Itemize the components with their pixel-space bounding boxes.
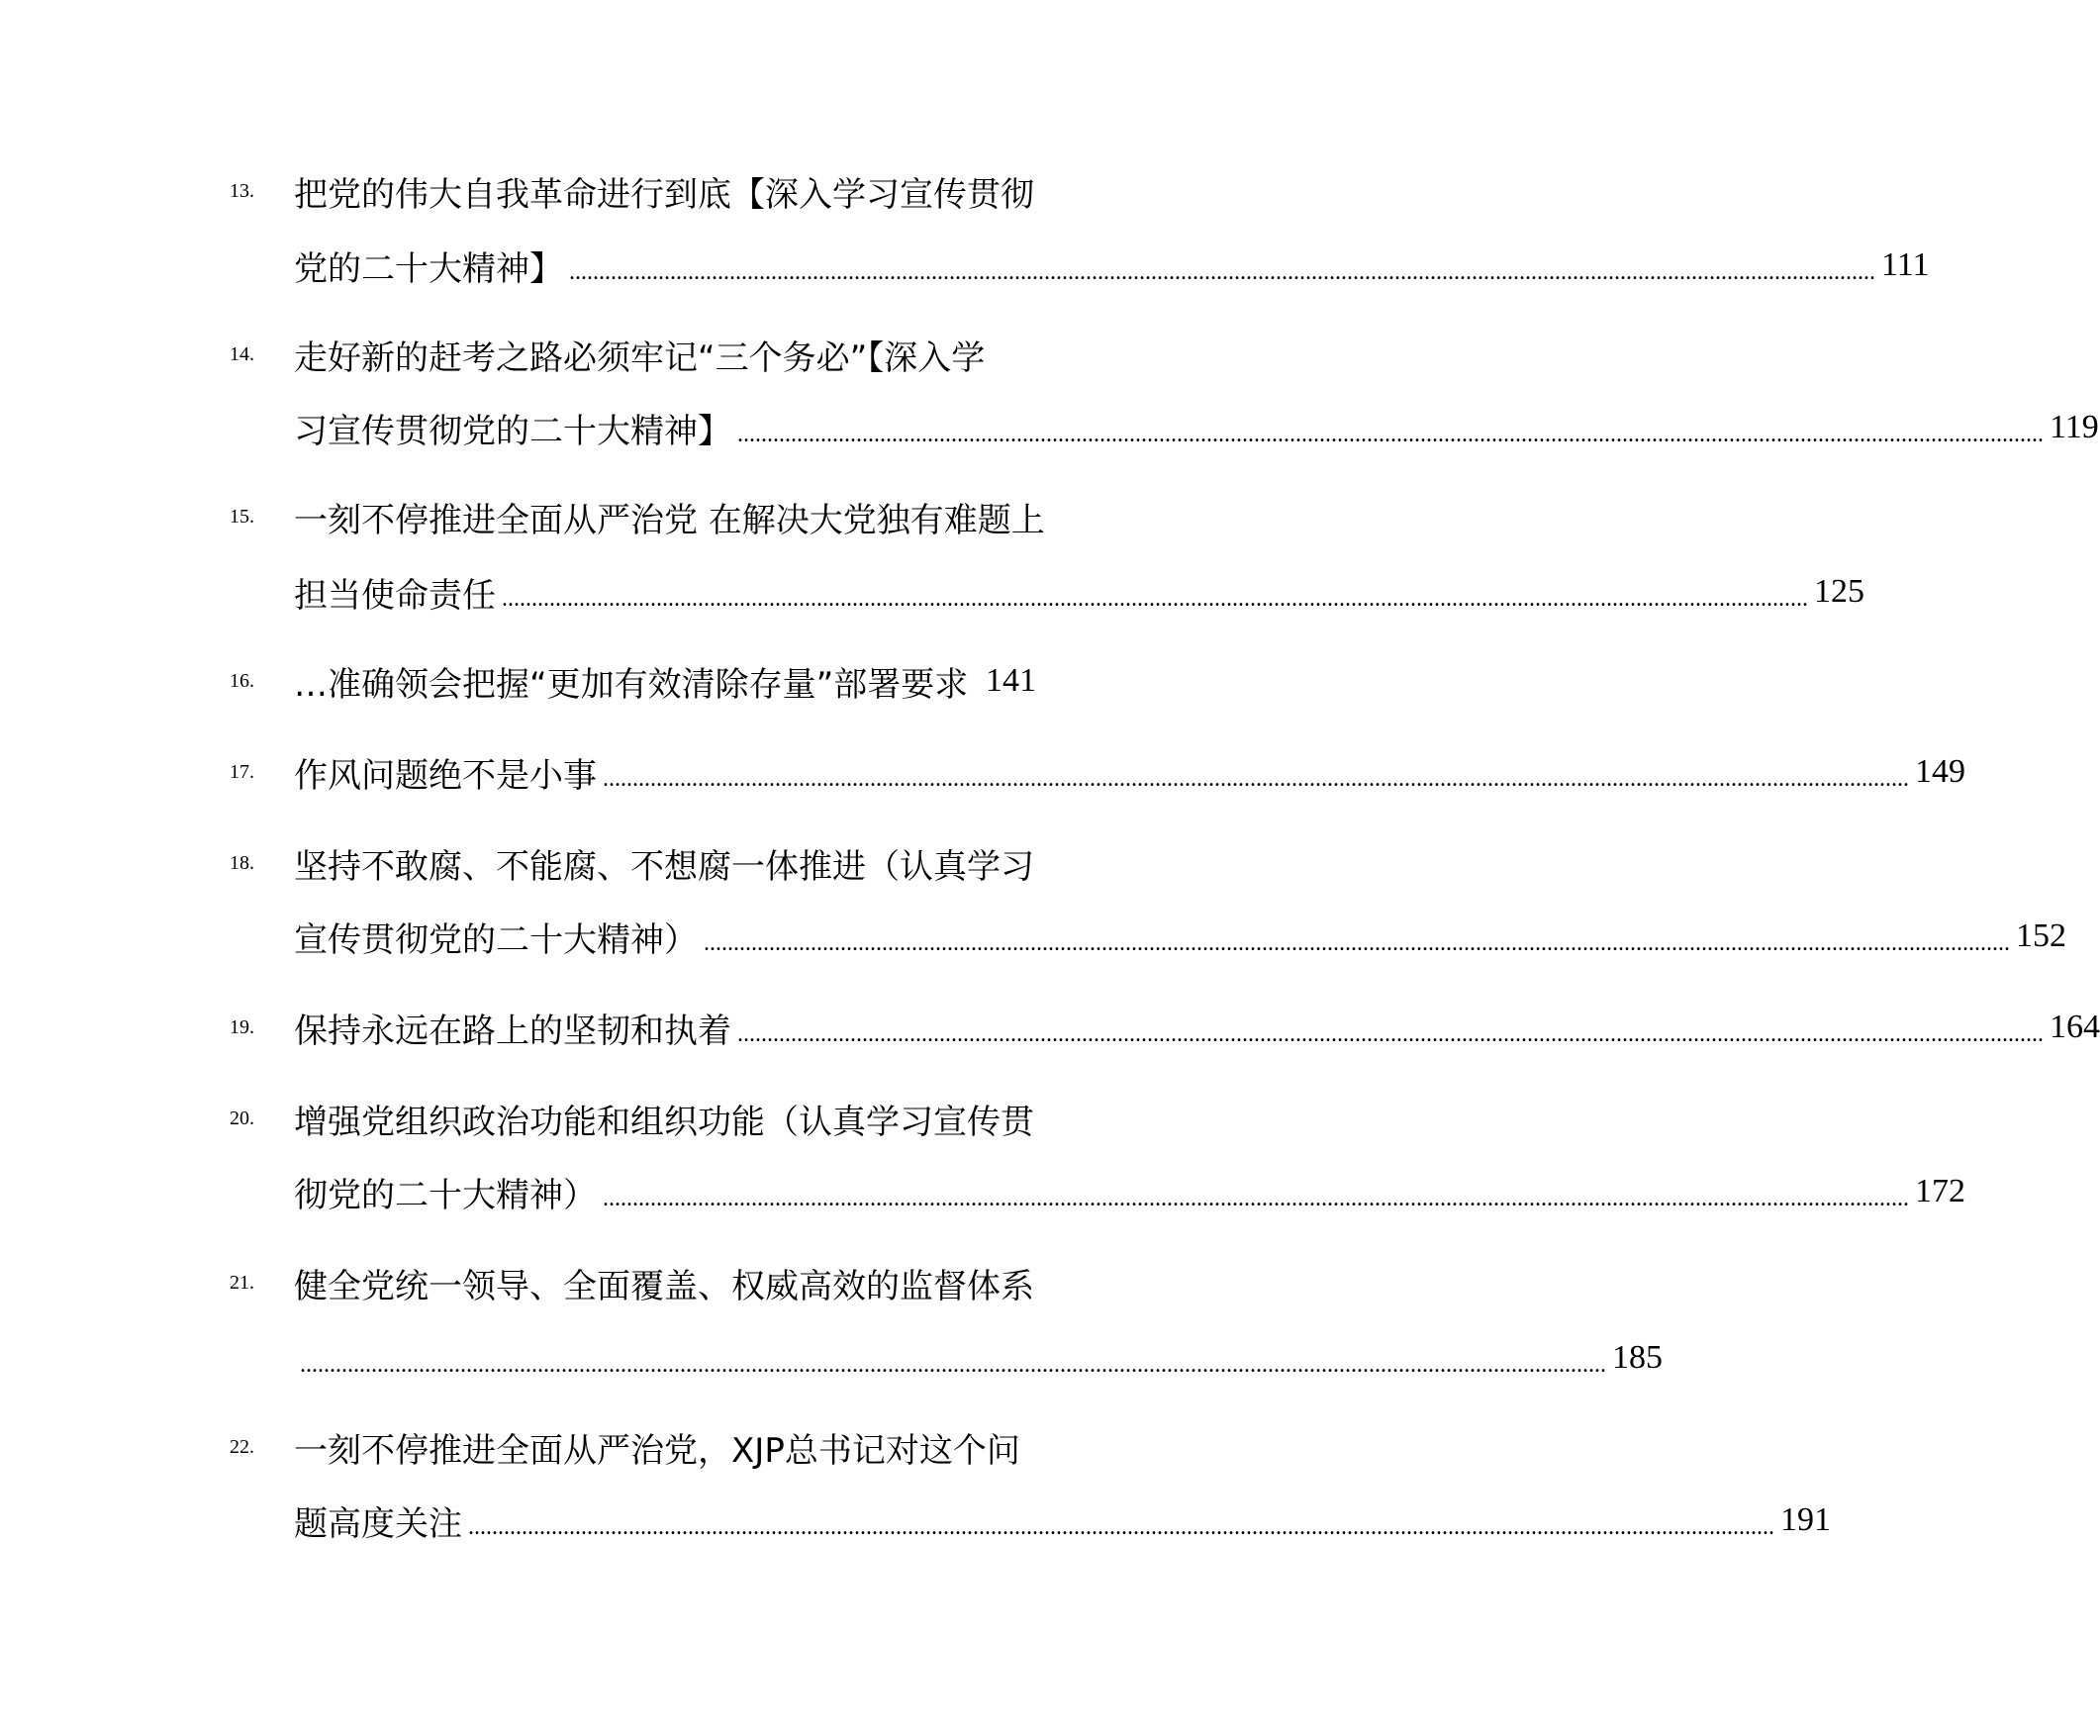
toc-entry-title: 坚持不敢腐、不能腐、不想腐一体推进（认真学习 [294, 846, 1034, 887]
dot-leader: ............................................................................................................................................................................................................................ [704, 929, 2010, 956]
toc-entry-page-number: 111 [1881, 246, 1930, 283]
toc-entry-title: 担当使命责任 [294, 575, 496, 616]
toc-entry-number: 20. [230, 1108, 254, 1129]
toc-entry-line [294, 986, 2100, 1069]
toc-entry-page-number: 152 [2016, 917, 2066, 954]
toc-entry-line [294, 475, 1045, 558]
dot-leader: ............................................................................................................................................................................................................................ [737, 1020, 2044, 1047]
toc-entry-page-number: 172 [1915, 1173, 1965, 1209]
toc-entry-number: 13. [230, 180, 254, 202]
toc-entry-title: 党的二十大精神】 [294, 248, 563, 289]
toc-entry-title: 保持永远在路上的坚韧和执着 [294, 1011, 731, 1051]
toc-entry-title: 彻党的二十大精神） [294, 1175, 597, 1215]
toc-entry-title: 作风问题绝不是小事 [294, 755, 597, 796]
toc-entry-title: 走好新的赶考之路必须牢记“三个务必”【深入学 [294, 338, 986, 378]
toc-entry-line [294, 1077, 1036, 1160]
toc-entry-title: 增强党组织政治功能和组织功能（认真学习宣传贯 [294, 1102, 1034, 1142]
toc-entry-title: 把党的伟大自我革命进行到底【深入学习宣传贯彻 [294, 174, 1034, 215]
toc-entry-line [294, 639, 1036, 723]
toc-entry-line [294, 224, 1930, 307]
toc-entry-line [294, 1479, 1831, 1562]
toc-entry-line [294, 313, 1036, 396]
toc-entry-title: 一刻不停推进全面从严治党，XJP总书记对这个问 [294, 1430, 1020, 1471]
toc-entry-page-number: 141 [986, 662, 1036, 699]
toc-entry-line [294, 895, 2066, 978]
toc-entry-line [294, 730, 1965, 814]
toc-entry-title: 健全党统一领导、全面覆盖、权威高效的监督体系 [294, 1266, 1034, 1306]
toc-entry-page-number: 119 [2050, 409, 2099, 445]
toc-entry-page-number: 191 [1780, 1501, 1831, 1538]
toc-entry-line [294, 1241, 1036, 1324]
dot-leader: ............................................................................................................................................................................................................................ [300, 1351, 1606, 1378]
toc-entry-page-number: 125 [1814, 573, 1864, 610]
toc-entry-number: 18. [230, 852, 254, 874]
dot-leader: ............................................................................................................................................................................................................................ [603, 765, 1909, 792]
dot-leader: ............................................................................................................................................................................................................................ [737, 421, 2044, 447]
toc-entry-line [294, 149, 1036, 233]
toc-entry-page-number: 164 [2050, 1009, 2100, 1045]
toc-entry-line [294, 550, 1864, 633]
toc-entry-title: 习宣传贯彻党的二十大精神】 [294, 411, 731, 451]
toc-entry-line [294, 386, 2099, 469]
toc-entry-line [294, 1405, 1036, 1489]
toc-entry-page-number: 149 [1915, 753, 1965, 790]
toc-entry-title: 宣传贯彻党的二十大精神） [294, 919, 698, 960]
toc-entry-line [294, 821, 1036, 905]
toc-entry-number: 22. [230, 1436, 254, 1458]
dot-leader: ............................................................................................................................................................................................................................ [502, 585, 1808, 612]
dot-leader: ............................................................................................................................................................................................................................ [468, 1513, 1774, 1540]
dot-leader: ............................................................................................................................................................................................................................ [569, 258, 1875, 285]
toc-entry-number: 21. [230, 1272, 254, 1294]
toc-entry-page-number: 185 [1612, 1339, 1663, 1376]
toc-entry-line [294, 1150, 1965, 1233]
toc-entry-number: 14. [230, 343, 254, 365]
toc-entry-number: 17. [230, 761, 254, 783]
toc-entry-title: …准确领会把握“更加有效清除存量”部署要求 [294, 664, 969, 705]
toc-entry-number: 16. [230, 670, 254, 692]
dot-leader: ............................................................................................................................................................................................................................ [603, 1185, 1909, 1211]
toc-entry-title: 题高度关注 [294, 1503, 462, 1544]
toc-entry-title: 一刻不停推进全面从严治党 在解决大党独有难题上 [294, 500, 1045, 540]
toc-entry-line [294, 1316, 1663, 1399]
toc-entry-number: 19. [230, 1016, 254, 1038]
toc-entry-number: 15. [230, 506, 254, 528]
